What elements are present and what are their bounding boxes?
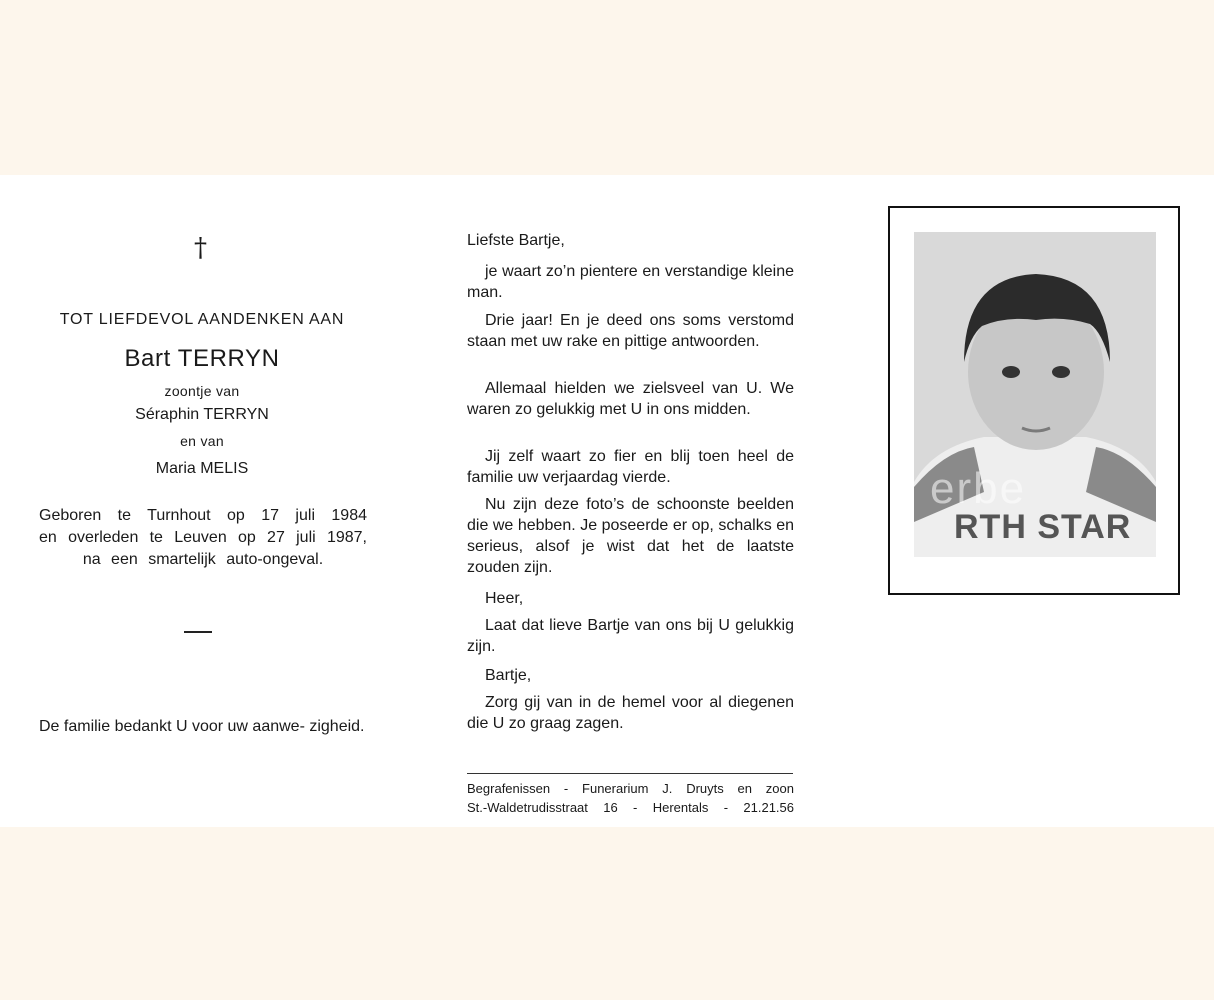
son-of-label: zoontje van xyxy=(164,383,240,399)
father-name: Séraphin TERRYN xyxy=(135,406,269,423)
letter-paragraph: Drie jaar! En je deed ons soms verstomd staan met uw rake en pittige antwoorden. xyxy=(467,312,794,350)
letter-paragraph: Heer, xyxy=(485,590,524,607)
birth-death-dates xyxy=(39,505,367,571)
cause-line: na een smartelijk auto-ongeval. xyxy=(82,551,324,568)
letter-paragraph: Jij zelf waart zo fier en blij toen heel de familie uw verjaardag vierde. xyxy=(467,448,794,486)
letter-paragraph: Laat dat lieve Bartje van ons bij U gelukkig zijn. xyxy=(467,617,794,655)
letter-paragraph: Zorg gij van in de hemel voor al diegenen die U zo graag zagen. xyxy=(467,694,794,732)
shirt-lettering: RTH STAR xyxy=(954,508,1132,546)
family-thanks: De familie bedankt U voor uw aanwe- zigheid. xyxy=(39,718,365,735)
funeral-home-address: St.-Waldetrudisstraat 16 - Herentals - 21.21.56 xyxy=(467,800,794,815)
letter-paragraph: Bartje, xyxy=(485,667,532,684)
death-line: en overleden te Leuven op 27 juli 1987, xyxy=(39,529,367,546)
funeral-divider xyxy=(467,773,793,774)
mother-name: Maria MELIS xyxy=(155,460,249,477)
funeral-home-name: Begrafenissen - Funerarium J. Druyts en zoon xyxy=(467,781,794,796)
funeral-home-info xyxy=(467,779,794,817)
divider xyxy=(184,631,212,633)
memorial-card xyxy=(0,175,1214,827)
deceased-name: Bart TERRYN xyxy=(124,345,280,372)
memorial-intro: TOT LIEFDEVOL AANDENKEN AAN xyxy=(59,311,345,328)
and-of-label: en van xyxy=(180,433,224,449)
portrait-frame xyxy=(888,206,1180,595)
letter-paragraph: je waart zo’n pientere en verstandige kleine man. xyxy=(467,263,794,301)
portrait-photo xyxy=(914,232,1156,557)
birth-line: Geboren te Turnhout op 17 juli 1984 xyxy=(39,507,367,524)
letter-greeting: Liefste Bartje, xyxy=(467,232,565,249)
watermark: erbe xyxy=(930,464,1027,513)
cross-icon: † xyxy=(194,233,207,263)
letter-paragraph: Allemaal hielden we zielsveel van U. We waren zo gelukkig met U in ons midden. xyxy=(467,380,794,418)
letter-paragraph: Nu zijn deze foto’s de schoonste beelden die we hebben. Je poseerde er op, schalks en serieus, alsof je wist dat het de laatste zouden zijn. xyxy=(467,496,794,576)
